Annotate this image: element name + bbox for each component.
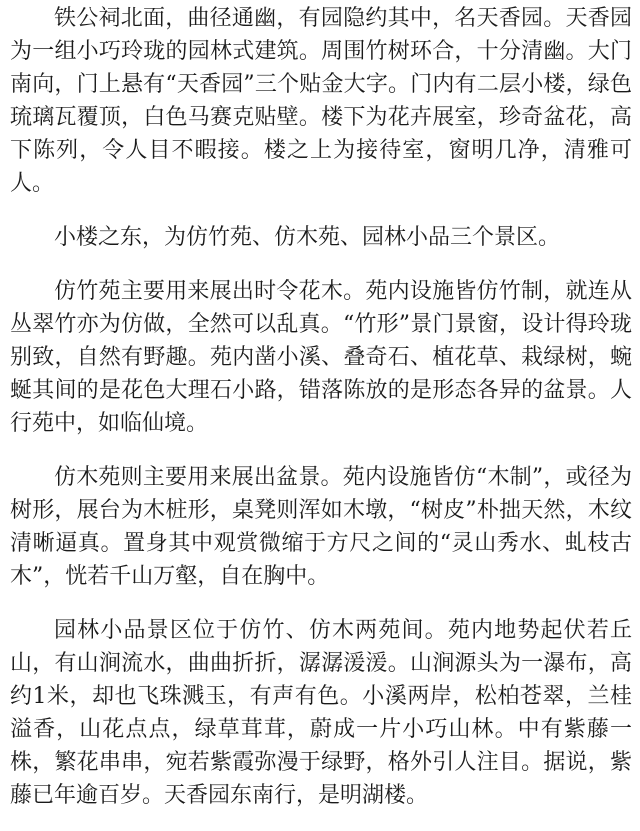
- paragraph-three-scenic-areas: 小楼之东，为仿竹苑、仿木苑、园林小品三个景区。: [54, 225, 561, 250]
- document-body: [10, 2, 632, 812]
- paragraph-tianxiang-garden-intro: 铁公祠北面，曲径通幽，有园隐约其中，名天香园。天香园为一组小巧玲珑的园林式建筑。周围竹树环合，十分清幽。大门南向，门上悬有“天香园”三个贴金大字。门内有二层小楼，绿色琉璃瓦覆顶，白色马赛克贴壁。楼下为花卉展室，珍奇盆花，高下陈列，令人目不暇接。楼之上为接待室，窗明几净，清雅可人。: [10, 6, 632, 196]
- paragraph-faux-wood-garden: 仿木苑则主要用来展出盆景。苑内设施皆仿“木制”，或径为树形，展台为木桩形，桌凳则浑如木墩，“树皮”朴拙天然，木纹清晰逼真。置身其中观赏微缩于方尺之间的“灵山秀水、虬枝古木”，恍若千山万壑，自在胸中。: [10, 465, 632, 589]
- paragraph-faux-bamboo-garden: 仿竹苑主要用来展出时令花木。苑内设施皆仿竹制，就连从丛翠竹亦为仿做，全然可以乱真。“竹形”景门景窗，设计得玲珑别致，自然有野趣。苑内凿小溪、叠奇石、植花草、栽绿树，蜿蜒其间的是花色大理石小路，错落陈放的是形态各异的盆景。人行苑中，如临仙境。: [10, 279, 632, 436]
- paragraph-garden-miniatures-area: 园林小品景区位于仿竹、仿木两苑间。苑内地势起伏若丘山，有山涧流水，曲曲折折，潺潺湲湲。山涧源头为一瀑布，高约1米，却也飞珠溅玉，有声有色。小溪两岸，松柏苍翠，兰桂溢香，山花点点，绿草茸茸，蔚成一片小巧山林。中有紫藤一株，繁花串串，宛若紫霞弥漫于绿野，格外引人注目。据说，紫藤已年逾百岁。天香园东南行，是明湖楼。: [10, 618, 632, 808]
